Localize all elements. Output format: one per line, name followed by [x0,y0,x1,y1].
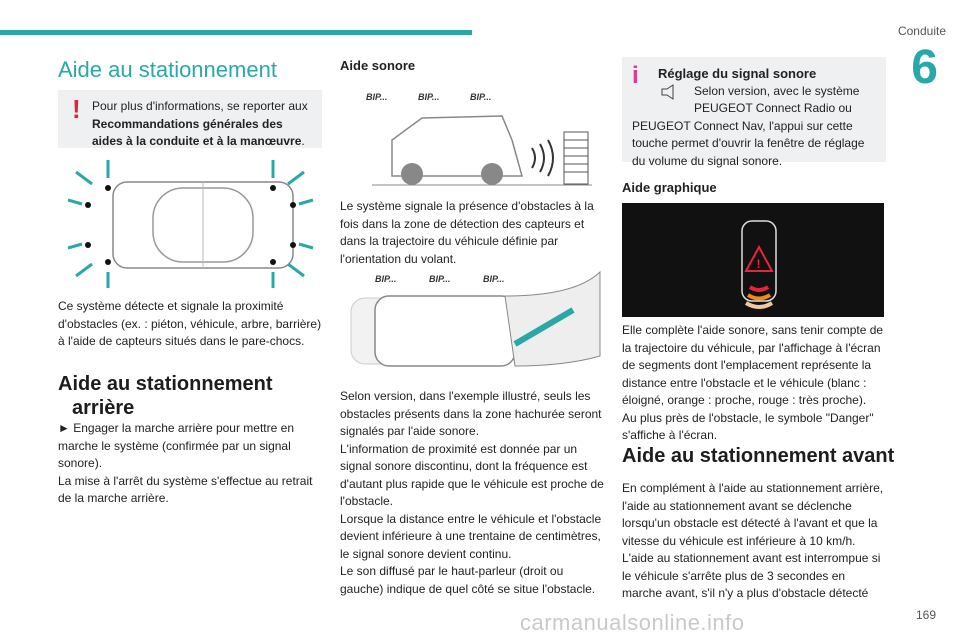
front-title: Aide au stationnement avant [622,445,895,467]
bip-label: BIP... [483,274,505,284]
info-icon: i [632,62,639,89]
bip-label: BIP... [470,92,492,102]
bip-label: BIP... [429,274,451,284]
rear-title: Aide au stationnement arrière [58,373,273,419]
page-number: 169 [915,608,936,622]
section-title-graphique: Aide graphique [622,180,717,195]
sound-diagram [352,88,597,186]
graph-text: Elle complète l'aide sonore, sans tenir compte de la trajectoire du véhicule, par l'affichage à l'écran de segments dont l'emplacement représente la distance entre l'obstacle et le véhicule (blanc : éloigné, orange : proche, rouge : très proche). Au plus près de l'obstacle, le symbole "Danger" s'affiche à l'écran. [622,323,884,442]
watermark: carmanualsonline.info [520,610,745,635]
section-title-sonore: Aide sonore [340,58,416,73]
chapter-number: 6 [911,41,938,94]
sensors-diagram [58,160,322,288]
warning-icon: ! [72,94,81,124]
graphic-display [622,203,884,317]
section-name: Conduite [897,24,946,38]
front-text: En complément à l'aide au stationnement arrière, l'aide au stationnement avant se déclenche lorsqu'un obstacle est détecté à l'avant et que la vitesse du véhicule est inférieure à 10 km/h. L'aide au stationnement avant est interrompue si le véhicule s'arrête plus de 3 secondes en marche avant, s'il n'y a plus d'obstacle détecté [622,481,884,600]
info-box: i Réglage du signal sonore Selon version, avec le système PEUGEOT Connect Radio ou PEUGEOT Connect Nav, l'appui sur cette touche permet d'ouvrir la fenêtre de réglage du volume du signal sonore. [622,57,886,162]
trajectory-diagram [345,266,605,372]
description: Ce système détecte et signale la proximité d'obstacles (ex. : piéton, véhicule, arbre, barrière) à l'aide de capteurs situés dans le pare-chocs. [58,299,322,348]
svg-text:!: ! [756,257,761,271]
page-title: Aide au stationnement [58,57,277,82]
header-rule [0,30,472,35]
warning-box: ! Pour plus d'informations, se reporter aux Recommandations générales des aides à la conduite et à la manœuvre. [58,90,322,148]
bip-label: BIP... [418,92,440,102]
rear-text: ► Engager la marche arrière pour mettre en marche le système (confirmée par un signal sonore). La mise à l'arrêt du système s'effectue au retrait de la marche arrière. [58,421,313,505]
sonore-text-1: Le système signale la présence d'obstacles à la fois dans la zone de détection des capteurs et dans la trajectoire du véhicule définie par l'orientation du volant. [340,199,594,266]
sonore-text-2: Selon version, dans l'exemple illustré, seuls les obstacles présents dans la zone hachurée seront signalés par l'aide sonore. L'information de proximité est donnée par un signal sonore discontinu, dont la fréquence est d'autant plus rapide que le véhicule est proche de l'obstacle. Lorsque la distance entre le véhicule et l'obstacle devient inférieure à une trentaine de centimètres, le signal sonore devient continu. Le son diffusé par le haut-parleur (droit ou gauche) indique de quel côté se situe l'obstacle. [340,389,604,596]
bip-label: BIP... [375,274,397,284]
bip-label: BIP... [366,92,388,102]
speaker-icon [660,83,678,101]
